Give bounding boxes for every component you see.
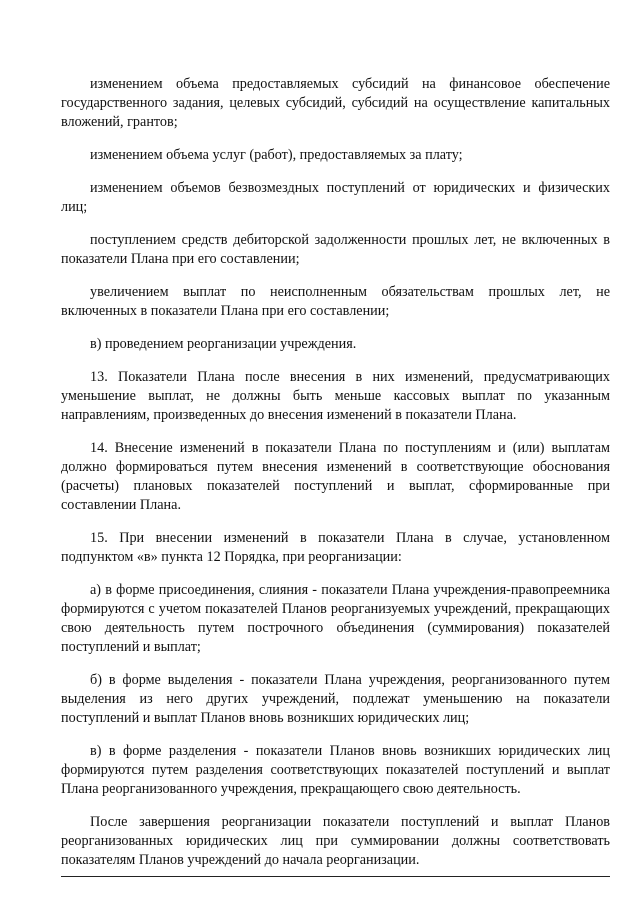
paragraph-donations-change: изменением объемов безвозмездных поступлений от юридических и физических лиц; [61,180,610,215]
paragraph-clause-15-a: а) в форме присоединения, слияния - показатели Плана учреждения-правопреемника формируются с учетом показателей Планов реорганизуемых учреждений, прекращающих свою деятельность путем построчного объединения (суммирования) показателей поступлений и выплат; [61,582,610,655]
paragraph-unfulfilled-obligations: увеличением выплат по неисполненным обязательствам прошлых лет, не включенных в показатели Плана при его составлении; [61,284,610,319]
paragraph-receivables: поступлением средств дебиторской задолженности прошлых лет, не включенных в показатели Плана при его составлении; [61,232,610,267]
footer-divider [61,876,610,877]
paragraph-clause-15-b: б) в форме выделения - показатели Плана учреждения, реорганизованного путем выделения из него других учреждений, подлежат уменьшению на показатели поступлений и выплат Планов вновь возникших юридических лиц; [61,672,610,726]
paragraph-clause-15: 15. При внесении изменений в показатели Плана в случае, установленном подпунктом «в» пункта 12 Порядка, при реорганизации: [61,530,610,565]
paragraph-paid-services-change: изменением объема услуг (работ), предоставляемых за плату; [90,147,463,163]
paragraph-clause-14: 14. Внесение изменений в показатели Плана по поступлениям и (или) выплатам должно формироваться путем внесения изменений в соответствующие обоснования (расчеты) плановых показателей поступлений и выплат, сформированные при составлении Плана. [61,440,610,513]
document-body [61,75,610,884]
paragraph-subsidy-change: изменением объема предоставляемых субсидий на финансовое обеспечение государственного задания, целевых субсидий, субсидий на осуществление капитальных вложений, грантов; [61,76,610,130]
paragraph-clause-15-v: в) в форме разделения - показатели Планов вновь возникших юридических лиц формируются путем разделения соответствующих показателей поступлений и выплат Плана реорганизованного учреждения, прекращающего свою деятельность. [61,743,610,797]
paragraph-after-reorganization: После завершения реорганизации показатели поступлений и выплат Планов реорганизованных юридических лиц при суммировании должны соответствовать показателям Планов учреждений до начала реорганизации. [61,814,610,868]
paragraph-reorganization: в) проведением реорганизации учреждения. [90,336,357,352]
paragraph-clause-13: 13. Показатели Плана после внесения в них изменений, предусматривающих уменьшение выплат, не должны быть меньше кассовых выплат по указанным направлениям, произведенных до внесения изменений в показатели Плана. [61,369,610,423]
